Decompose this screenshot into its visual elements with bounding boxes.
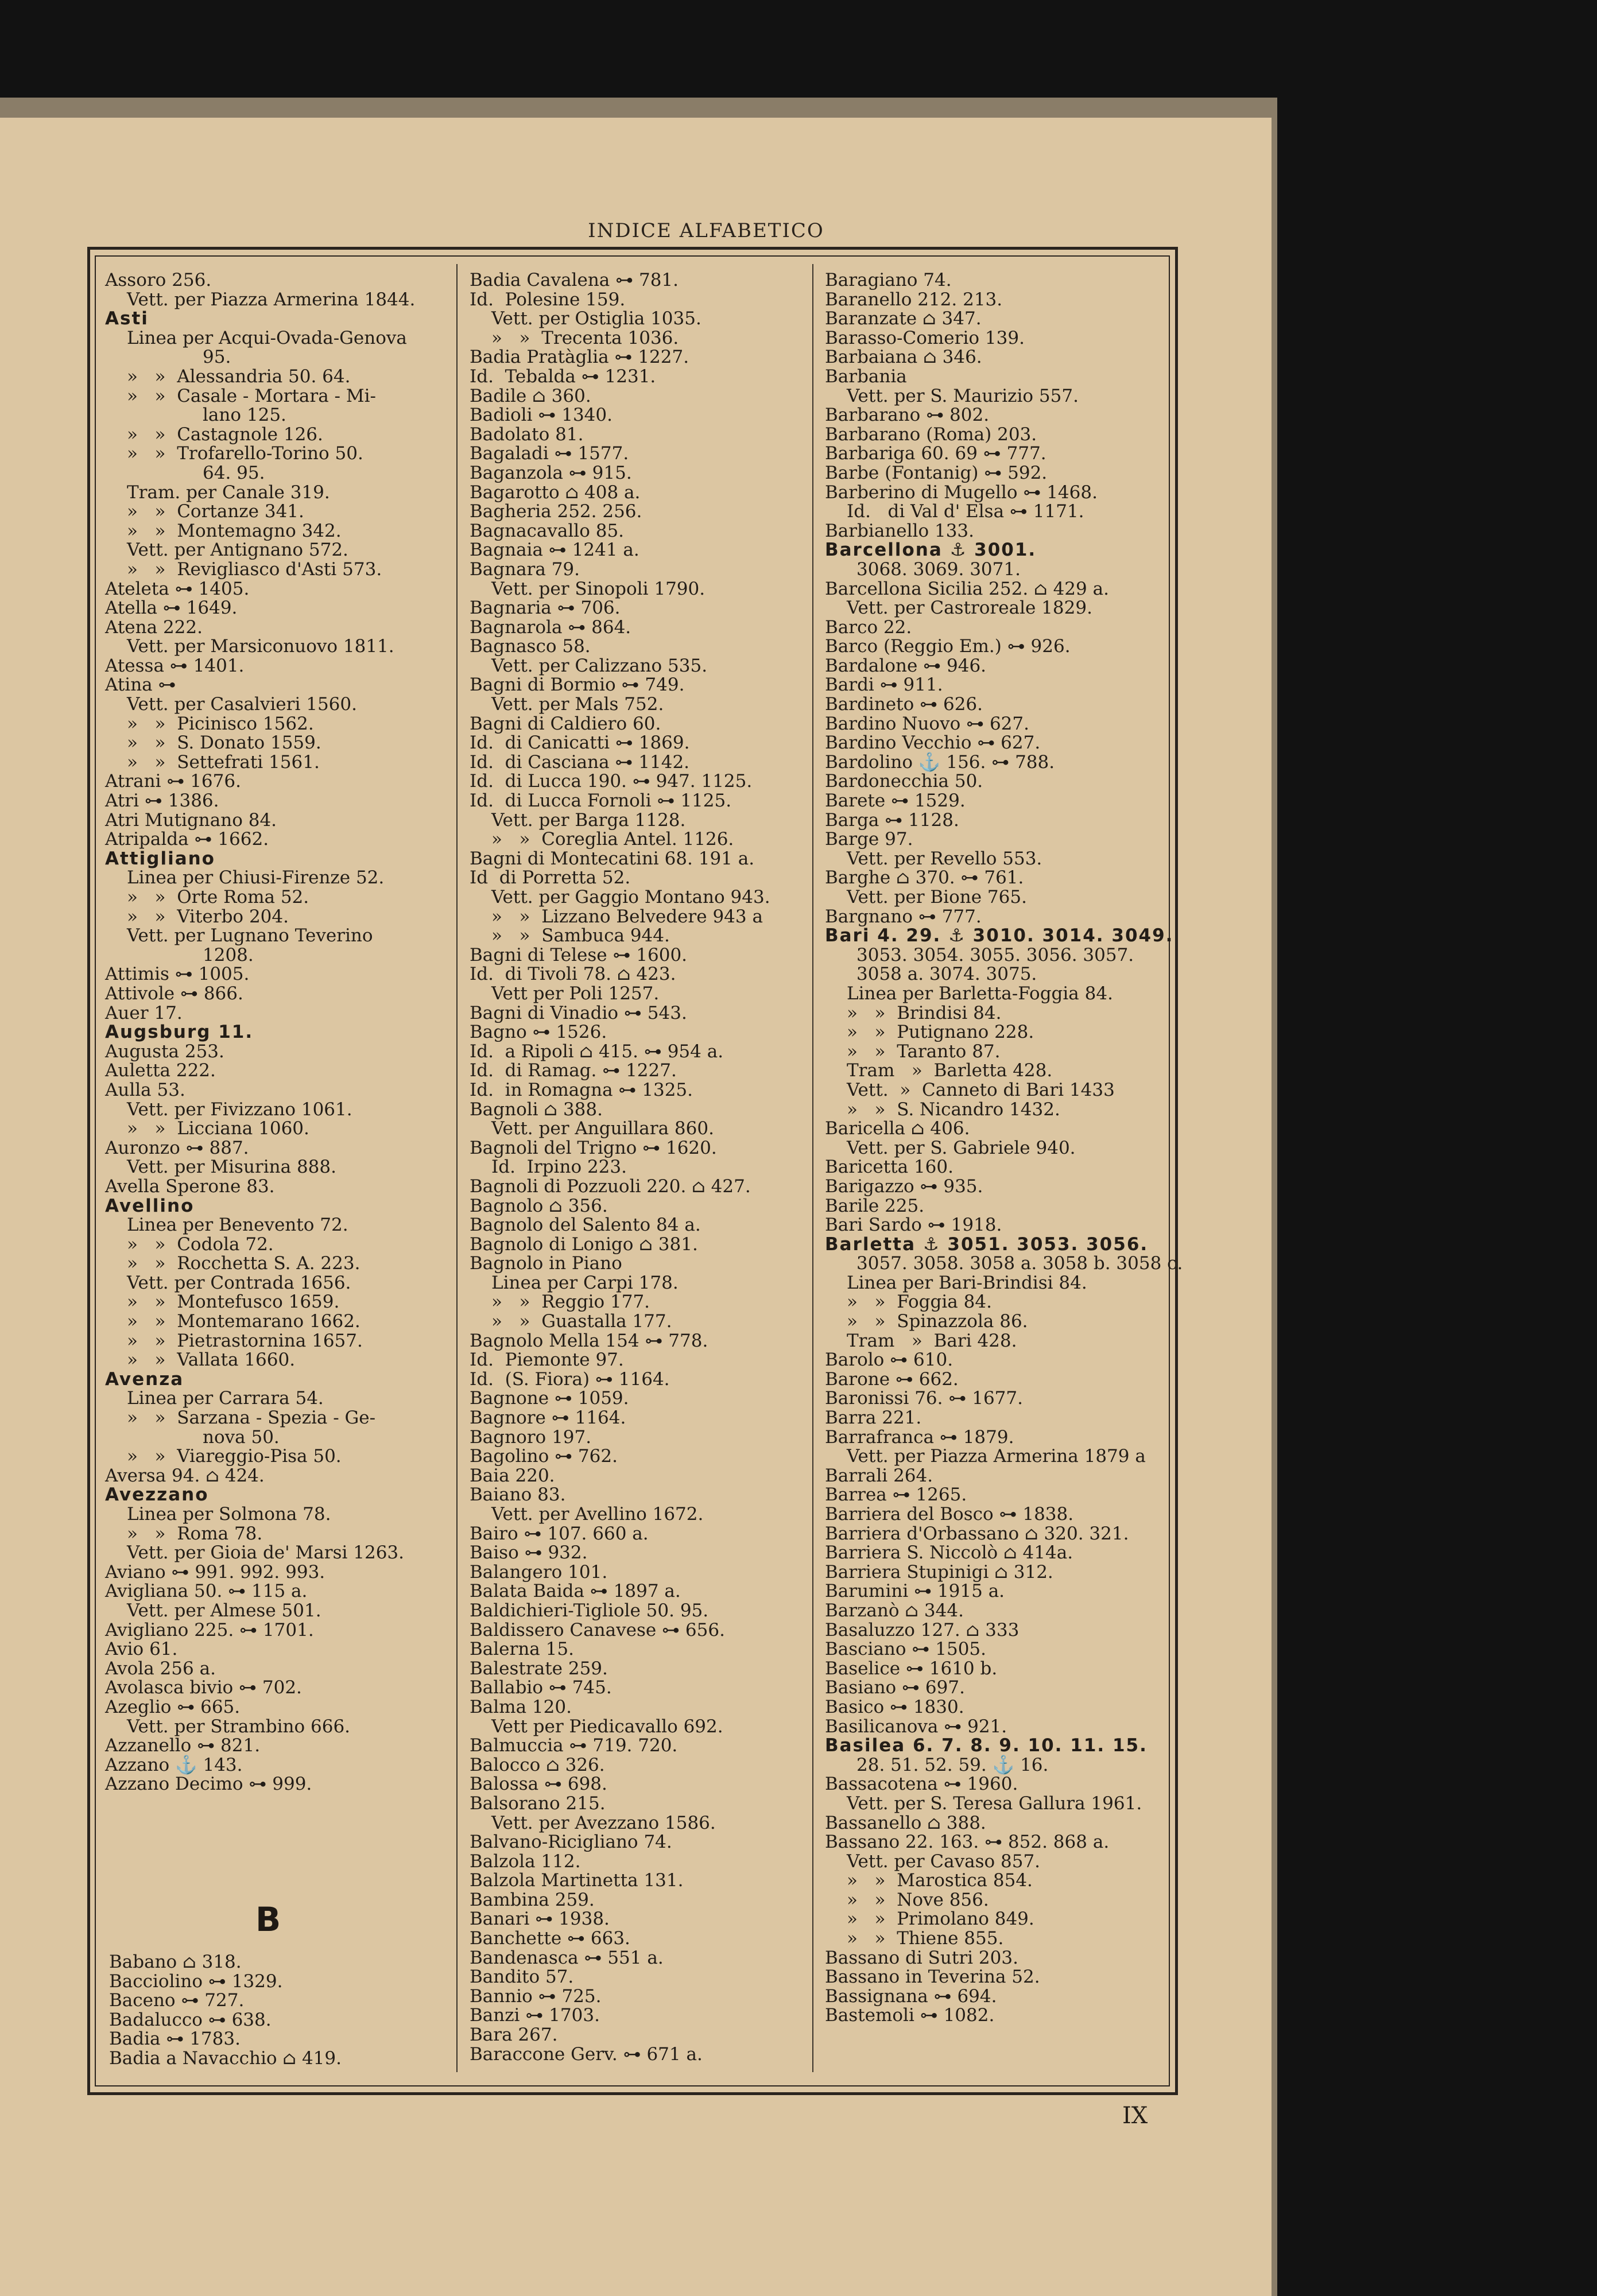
index-entry: » » Roma 78. xyxy=(127,1523,263,1544)
index-entry: Bagheria 252. 256. xyxy=(470,501,642,522)
index-entry: Banzi ⊶ 1703. xyxy=(470,2005,600,2026)
index-entry: » » Marostica 854. xyxy=(847,1870,1033,1891)
index-entry: Vett. per Marsiconuovo 1811. xyxy=(127,636,394,657)
index-entry: Balata Baida ⊶ 1897 a. xyxy=(470,1581,681,1602)
index-entry: Azzanello ⊶ 821. xyxy=(105,1735,261,1756)
index-entry: Bagno ⊶ 1526. xyxy=(470,1022,607,1043)
index-entry: Vett. per Almese 501. xyxy=(127,1600,321,1621)
index-entry: Vett. per Mals 752. xyxy=(491,694,664,715)
index-entry: Badolato 81. xyxy=(470,424,584,445)
index-entry: 64. 95. xyxy=(203,462,265,483)
index-entry: Bagnolo in Piano xyxy=(470,1253,622,1274)
index-entry: Balsorano 215. xyxy=(470,1793,606,1814)
column-divider xyxy=(456,264,458,2072)
index-entry: Id. di Val d' Elsa ⊶ 1171. xyxy=(847,501,1084,522)
index-entry: Bagni di Bormio ⊶ 749. xyxy=(470,674,685,696)
index-entry: Id. di Canicatti ⊶ 1869. xyxy=(470,732,690,754)
index-entry: Vett. per Contrada 1656. xyxy=(127,1272,351,1293)
column-divider xyxy=(812,264,813,2072)
index-entry: Bassanello ⌂ 388. xyxy=(825,1812,986,1833)
index-entry: Barriera S. Niccolò ⌂ 414a. xyxy=(825,1542,1073,1564)
index-entry: » » Picinisco 1562. xyxy=(127,713,314,734)
index-entry: Vett. per S. Teresa Gallura 1961. xyxy=(847,1793,1142,1814)
index-entry: Linea per Chiusi-Firenze 52. xyxy=(127,867,385,889)
index-entry: nova 50. xyxy=(203,1426,280,1448)
index-entry: Auer 17. xyxy=(105,1002,183,1023)
index-entry: Baricella ⌂ 406. xyxy=(825,1118,970,1139)
index-entry: Barolo ⊶ 610. xyxy=(825,1349,953,1371)
index-entry: Baia 220. xyxy=(470,1465,555,1486)
index-column-2 xyxy=(470,271,770,2064)
index-heading: Avenza xyxy=(105,1368,184,1390)
index-entry: Barile 225. xyxy=(825,1195,925,1216)
index-entry: Barbariga 60. 69 ⊶ 777. xyxy=(825,443,1046,464)
index-entry: Bagolino ⊶ 762. xyxy=(470,1446,618,1467)
index-entry: Vett. per Casalvieri 1560. xyxy=(127,694,357,715)
index-entry: Vett. per Sinopoli 1790. xyxy=(491,578,706,599)
index-entry: Bagnara 79. xyxy=(470,559,580,580)
index-entry: Azeglio ⊶ 665. xyxy=(105,1696,241,1717)
index-entry: Azzano Decimo ⊶ 999. xyxy=(105,1774,312,1795)
index-entry: Barge 97. xyxy=(825,829,913,850)
index-entry: » » Trecenta 1036. xyxy=(491,327,679,348)
index-entry: Bardi ⊶ 911. xyxy=(825,674,943,696)
index-entry: » » Reggio 177. xyxy=(491,1292,650,1313)
index-entry: Bagnarola ⊶ 864. xyxy=(470,616,631,638)
index-entry: Bagni di Vinadio ⊶ 543. xyxy=(470,1002,687,1023)
index-entry: Bardolino ⚓ 156. ⊶ 788. xyxy=(825,751,1055,773)
index-entry: Auronzo ⊶ 887. xyxy=(105,1137,249,1158)
index-entry: 3053. 3054. 3055. 3056. 3057. xyxy=(856,944,1134,965)
index-entry: Barete ⊶ 1529. xyxy=(825,790,966,812)
index-entry: Barga ⊶ 1128. xyxy=(825,809,959,831)
index-entry: Bagnolo Mella 154 ⊶ 778. xyxy=(470,1330,708,1351)
index-entry: Basico ⊶ 1830. xyxy=(825,1696,964,1717)
index-entry: Bara 267. xyxy=(470,2024,558,2046)
index-entry: Vett. per Calizzano 535. xyxy=(491,655,708,676)
index-entry: Linea per Acqui-Ovada-Genova xyxy=(127,327,407,348)
index-entry: Bardineto ⊶ 626. xyxy=(825,694,983,715)
index-entry: Bari Sardo ⊶ 1918. xyxy=(825,1215,1002,1236)
index-entry: Vett. per Lugnano Teverino xyxy=(127,925,373,947)
index-entry: Baraccone Gerv. ⊶ 671 a. xyxy=(470,2043,703,2065)
index-entry: Id. di Lucca Fornoli ⊶ 1125. xyxy=(470,790,732,812)
index-entry: » » Sambuca 944. xyxy=(491,925,670,947)
index-entry: Balangero 101. xyxy=(470,1561,608,1583)
index-entry: Id. in Romagna ⊶ 1325. xyxy=(470,1079,693,1100)
index-entry: Attimis ⊶ 1005. xyxy=(105,964,250,985)
page-number: IX xyxy=(1122,2103,1148,2129)
index-entry: Badia ⊶ 1783. xyxy=(109,2029,241,2050)
index-entry: Vett. » Canneto di Bari 1433 xyxy=(847,1079,1115,1100)
index-entry: » » Licciana 1060. xyxy=(127,1118,309,1139)
index-entry: Linea per Barletta-Foggia 84. xyxy=(847,983,1113,1004)
index-entry: Bastemoli ⊶ 1082. xyxy=(825,2005,995,2026)
index-entry: Atri ⊶ 1386. xyxy=(105,790,219,812)
index-heading: Barletta ⚓ 3051. 3053. 3056. xyxy=(825,1234,1149,1255)
index-entry: Badalucco ⊶ 638. xyxy=(109,2009,272,2030)
index-entry: Banchette ⊶ 663. xyxy=(470,1928,630,1949)
index-entry: Bacciolino ⊶ 1329. xyxy=(109,1971,283,1992)
index-entry: Barone ⊶ 662. xyxy=(825,1368,959,1390)
index-heading: Bari 4. 29. ⚓ 3010. 3014. 3049. xyxy=(825,925,1174,947)
index-entry: Baronissi 76. ⊶ 1677. xyxy=(825,1388,1023,1409)
index-entry: Baranello 212. 213. xyxy=(825,289,1003,310)
index-entry: Avolasca bivio ⊶ 702. xyxy=(105,1677,302,1698)
index-entry: Ballabio ⊶ 745. xyxy=(470,1677,612,1698)
index-entry: Baganzola ⊶ 915. xyxy=(470,462,632,483)
index-entry: Barriera Stupinigi ⌂ 312. xyxy=(825,1561,1053,1583)
index-entry: Barbarano (Roma) 203. xyxy=(825,424,1037,445)
index-entry: Balocco ⌂ 326. xyxy=(470,1754,605,1775)
index-entry: Balerna 15. xyxy=(470,1639,574,1660)
index-entry: » » Alessandria 50. 64. xyxy=(127,366,351,387)
index-entry: » » Primolano 849. xyxy=(847,1909,1034,1930)
index-entry: Bargnano ⊶ 777. xyxy=(825,906,982,927)
index-entry: Bairo ⊶ 107. 660 a. xyxy=(470,1523,649,1544)
index-entry: Badioli ⊶ 1340. xyxy=(470,405,613,426)
index-entry: Linea per Bari-Brindisi 84. xyxy=(847,1272,1087,1293)
index-column-3 xyxy=(825,271,1183,2026)
index-entry: Id. Tebalda ⊶ 1231. xyxy=(470,366,656,387)
index-entry: » » Pietrastornina 1657. xyxy=(127,1330,363,1351)
index-entry: Barrafranca ⊶ 1879. xyxy=(825,1426,1014,1448)
index-entry: Barrali 264. xyxy=(825,1465,933,1486)
index-entry: » » Castagnole 126. xyxy=(127,424,323,445)
index-entry: Id. di Casciana ⊶ 1142. xyxy=(470,751,690,773)
index-entry: Avigliana 50. ⊶ 115 a. xyxy=(105,1581,308,1602)
index-entry: Bassacotena ⊶ 1960. xyxy=(825,1774,1018,1795)
index-entry: Avio 61. xyxy=(105,1639,178,1660)
index-entry: » » Revigliasco d'Asti 573. xyxy=(127,559,382,580)
index-entry: Basciano ⊶ 1505. xyxy=(825,1639,987,1660)
index-entry: » » Rocchetta S. A. 223. xyxy=(127,1253,361,1274)
index-entry: Barbarano ⊶ 802. xyxy=(825,405,990,426)
index-entry: Atri Mutignano 84. xyxy=(105,809,277,831)
index-entry: Bandenasca ⊶ 551 a. xyxy=(470,1947,664,1968)
index-entry: » » S. Nicandro 1432. xyxy=(847,1099,1060,1120)
index-entry: Bardino Nuovo ⊶ 627. xyxy=(825,713,1029,734)
index-entry: Bagnoli ⌂ 388. xyxy=(470,1099,603,1120)
index-entry: 3068. 3069. 3071. xyxy=(856,559,1021,580)
index-entry: Vett. per Anguillara 860. xyxy=(491,1118,714,1139)
index-entry: Balzola 112. xyxy=(470,1851,581,1872)
index-entry: » » Putignano 228. xyxy=(847,1022,1034,1043)
index-entry: Vett. per S. Maurizio 557. xyxy=(847,385,1079,406)
index-entry: 3058 a. 3074. 3075. xyxy=(856,964,1037,985)
index-entry: 1208. xyxy=(203,944,254,965)
index-entry: Balvano-Ricigliano 74. xyxy=(470,1832,672,1853)
index-entry: Vett. per Barga 1128. xyxy=(491,809,686,831)
index-entry: » » Foggia 84. xyxy=(847,1292,992,1313)
index-entry: Bagnoli del Trigno ⊶ 1620. xyxy=(470,1137,717,1158)
index-entry: Barbianello 133. xyxy=(825,520,975,541)
index-entry: Baldichieri-Tigliole 50. 95. xyxy=(470,1600,709,1621)
index-entry: Bassano in Teverina 52. xyxy=(825,1967,1040,1988)
index-entry: Balma 120. xyxy=(470,1696,572,1717)
index-entry: » » Nove 856. xyxy=(847,1889,989,1910)
index-entry: 28. 51. 52. 59. ⚓ 16. xyxy=(856,1754,1049,1775)
index-entry: Babano ⌂ 318. xyxy=(109,1952,242,1972)
index-entry: » » Cortanze 341. xyxy=(127,501,304,522)
index-entry: Vett. per Avezzano 1586. xyxy=(491,1812,716,1833)
index-entry: Vett. per Fivizzano 1061. xyxy=(127,1099,352,1120)
index-entry: Baceno ⊶ 727. xyxy=(109,1990,245,2011)
index-entry: Vett. per Gaggio Montano 943. xyxy=(491,887,770,907)
index-entry: Bagnolo di Lonigo ⌂ 381. xyxy=(470,1234,698,1255)
index-entry: Bagnacavallo 85. xyxy=(470,520,625,541)
index-entry: Barbaiana ⌂ 346. xyxy=(825,347,982,368)
index-entry: Vett. per Avellino 1672. xyxy=(491,1504,704,1525)
index-entry: » » Montefusco 1659. xyxy=(127,1292,340,1313)
index-entry: Auletta 222. xyxy=(105,1060,216,1081)
index-heading: Basilea 6. 7. 8. 9. 10. 11. 15. xyxy=(825,1735,1148,1756)
index-entry: Barco 22. xyxy=(825,616,912,638)
index-entry: Bagnolo ⌂ 356. xyxy=(470,1195,608,1216)
index-entry: Barra 221. xyxy=(825,1407,922,1429)
index-entry: Vett. per Ostiglia 1035. xyxy=(491,308,701,329)
index-entry: Baranzate ⌂ 347. xyxy=(825,308,982,329)
index-column-1-b-section xyxy=(109,1953,342,2069)
index-entry: Id. di Lucca 190. ⊶ 947. 1125. xyxy=(470,771,753,792)
index-entry: Balossa ⊶ 698. xyxy=(470,1774,607,1795)
index-entry: Barumini ⊶ 1915 a. xyxy=(825,1581,1005,1602)
index-entry: Id. (S. Fiora) ⊶ 1164. xyxy=(470,1368,670,1390)
index-entry: Basaluzzo 127. ⌂ 333 xyxy=(825,1619,1020,1640)
index-entry: Baiso ⊶ 932. xyxy=(470,1542,588,1564)
index-entry: Bagni di Caldiero 60. xyxy=(470,713,661,734)
index-entry: Atrani ⊶ 1676. xyxy=(105,771,241,792)
index-entry: lano 125. xyxy=(203,405,286,426)
index-entry: » » Trofarello-Torino 50. xyxy=(127,443,363,464)
index-entry: Bagarotto ⌂ 408 a. xyxy=(470,482,641,503)
index-entry: Barcellona Sicilia 252. ⌂ 429 a. xyxy=(825,578,1109,599)
index-entry: Barbania xyxy=(825,366,907,387)
index-entry: » » Thiene 855. xyxy=(847,1928,1004,1949)
index-entry: Baselice ⊶ 1610 b. xyxy=(825,1658,998,1679)
index-entry: Balestrate 259. xyxy=(470,1658,608,1679)
index-entry: Id di Porretta 52. xyxy=(470,867,631,889)
index-entry: Avella Sperone 83. xyxy=(105,1176,275,1197)
index-entry: » » Guastalla 177. xyxy=(491,1311,672,1332)
index-entry: Atessa ⊶ 1401. xyxy=(105,655,245,676)
index-entry: Bagnaria ⊶ 706. xyxy=(470,598,621,619)
index-entry: Linea per Solmona 78. xyxy=(127,1504,331,1525)
index-entry: Vett. per Piazza Armerina 1879 a xyxy=(847,1446,1146,1467)
index-entry: Basilicanova ⊶ 921. xyxy=(825,1716,1007,1737)
index-entry: Badia Cavalena ⊶ 781. xyxy=(470,270,679,290)
index-entry: Vett. per Gioia de' Marsi 1263. xyxy=(127,1542,404,1564)
index-entry: 3057. 3058. 3058 a. 3058 b. 3058 c. xyxy=(856,1253,1183,1274)
index-entry: Tram. per Canale 319. xyxy=(127,482,330,503)
index-entry: Aversa 94. ⌂ 424. xyxy=(105,1465,265,1486)
index-heading: Augsburg 11. xyxy=(105,1022,254,1043)
index-entry: Linea per Carrara 54. xyxy=(127,1388,324,1409)
index-entry: Bagnasco 58. xyxy=(470,636,591,657)
index-entry: » » Casale - Mortara - Mi- xyxy=(127,385,377,406)
index-entry: Bassano 22. 163. ⊶ 852. 868 a. xyxy=(825,1832,1110,1853)
index-entry: Vett. per Cavaso 857. xyxy=(847,1851,1041,1872)
index-entry: Barigazzo ⊶ 935. xyxy=(825,1176,983,1197)
index-entry: Vett. per Bione 765. xyxy=(847,887,1027,907)
index-entry: » » S. Donato 1559. xyxy=(127,732,321,754)
index-entry: Id. di Tivoli 78. ⌂ 423. xyxy=(470,964,676,985)
index-entry: Avigliano 225. ⊶ 1701. xyxy=(105,1619,314,1640)
index-heading: Asti xyxy=(105,308,149,329)
index-entry: Bambina 259. xyxy=(470,1889,595,1910)
index-entry: » » Coreglia Antel. 1126. xyxy=(491,829,734,850)
index-entry: Vett. per S. Gabriele 940. xyxy=(847,1137,1076,1158)
index-entry: Bannio ⊶ 725. xyxy=(470,1985,602,2007)
index-entry: Barberino di Mugello ⊶ 1468. xyxy=(825,482,1098,503)
index-entry: Badile ⌂ 360. xyxy=(470,385,591,406)
index-entry: Azzano ⚓ 143. xyxy=(105,1754,243,1775)
index-entry: Balzola Martinetta 131. xyxy=(470,1870,684,1891)
index-entry: Baragiano 74. xyxy=(825,270,952,290)
index-entry: » » Brindisi 84. xyxy=(847,1002,1002,1023)
index-entry: Baricetta 160. xyxy=(825,1157,953,1178)
index-entry: Atina ⊶ xyxy=(105,674,176,696)
index-entry: Barriera del Bosco ⊶ 1838. xyxy=(825,1504,1074,1525)
index-entry: Atripalda ⊶ 1662. xyxy=(105,829,269,850)
index-entry: Vett. per Antignano 572. xyxy=(127,540,348,561)
index-entry: Vett. per Piazza Armerina 1844. xyxy=(127,289,416,310)
index-heading: Avezzano xyxy=(105,1484,209,1506)
index-entry: Tram » Bari 428. xyxy=(847,1330,1017,1351)
index-entry: » » Viareggio-Pisa 50. xyxy=(127,1446,342,1467)
index-entry: Linea per Carpi 178. xyxy=(491,1272,679,1293)
index-entry: Barco (Reggio Em.) ⊶ 926. xyxy=(825,636,1071,657)
index-entry: Bagnone ⊶ 1059. xyxy=(470,1388,629,1409)
index-entry: Vett. per Strambino 666. xyxy=(127,1716,351,1737)
index-entry: Bandito 57. xyxy=(470,1967,574,1988)
index-entry: Barghe ⌂ 370. ⊶ 761. xyxy=(825,867,1024,889)
index-entry: » » Sarzana - Spezia - Ge- xyxy=(127,1407,376,1429)
index-entry: Vett. per Misurina 888. xyxy=(127,1157,336,1178)
index-entry: Bagni di Telese ⊶ 1600. xyxy=(470,944,688,965)
index-entry: » » Lizzano Belvedere 943 a xyxy=(491,906,763,927)
index-entry: Bagnolo del Salento 84 a. xyxy=(470,1215,701,1236)
index-entry: » » Spinazzola 86. xyxy=(847,1311,1028,1332)
index-entry: Augusta 253. xyxy=(105,1041,224,1062)
index-column-1 xyxy=(105,271,415,1794)
index-entry: Barzanò ⌂ 344. xyxy=(825,1600,964,1621)
index-entry: Banari ⊶ 1938. xyxy=(470,1909,610,1930)
index-entry: Avola 256 a. xyxy=(105,1658,216,1679)
index-entry: Tram » Barletta 428. xyxy=(847,1060,1053,1081)
index-entry: Bagnoro 197. xyxy=(470,1426,592,1448)
index-entry: Aulla 53. xyxy=(105,1079,185,1100)
index-entry: Assoro 256. xyxy=(105,270,212,290)
index-entry: Bagni di Montecatini 68. 191 a. xyxy=(470,848,755,869)
index-entry: Balmuccia ⊶ 719. 720. xyxy=(470,1735,678,1756)
index-entry: Badia a Navacchio ⌂ 419. xyxy=(109,2047,342,2069)
index-entry: » » Montemagno 342. xyxy=(127,520,342,541)
index-heading: Barcellona ⚓ 3001. xyxy=(825,540,1037,561)
index-entry: Id. Polesine 159. xyxy=(470,289,626,310)
index-entry: Bagnore ⊶ 1164. xyxy=(470,1407,626,1429)
index-entry: Bagnaia ⊶ 1241 a. xyxy=(470,540,639,561)
index-entry: Id. Piemonte 97. xyxy=(470,1349,624,1371)
index-entry: Bardalone ⊶ 946. xyxy=(825,655,987,676)
index-heading: Attigliano xyxy=(105,848,215,869)
index-entry: » » Orte Roma 52. xyxy=(127,887,309,907)
index-entry: Atella ⊶ 1649. xyxy=(105,598,238,619)
index-entry: Barriera d'Orbassano ⌂ 320. 321. xyxy=(825,1523,1129,1544)
index-entry: Basiano ⊶ 697. xyxy=(825,1677,965,1698)
index-entry: Bagnoli di Pozzuoli 220. ⌂ 427. xyxy=(470,1176,751,1197)
index-entry: Bardonecchia 50. xyxy=(825,771,983,792)
index-entry: Badia Pratàglia ⊶ 1227. xyxy=(470,347,689,368)
index-entry: » » Viterbo 204. xyxy=(127,906,289,927)
index-entry: » » Vallata 1660. xyxy=(127,1349,296,1371)
index-entry: Id. Irpino 223. xyxy=(491,1157,627,1178)
index-entry: Vett per Piedicavallo 692. xyxy=(491,1716,723,1737)
index-entry: Barrea ⊶ 1265. xyxy=(825,1484,967,1506)
index-heading: Avellino xyxy=(105,1195,195,1216)
page-title: INDICE ALFABETICO xyxy=(588,219,824,242)
index-entry: Bagaladi ⊶ 1577. xyxy=(470,443,629,464)
index-entry: Baldissero Canavese ⊶ 656. xyxy=(470,1619,725,1640)
index-entry: Ateleta ⊶ 1405. xyxy=(105,578,250,599)
index-entry: » » Codola 72. xyxy=(127,1234,274,1255)
index-entry: Bassignana ⊶ 694. xyxy=(825,1985,997,2007)
index-entry: Attivole ⊶ 866. xyxy=(105,983,243,1004)
index-entry: Vett. per Castroreale 1829. xyxy=(847,598,1092,619)
index-entry: Vett. per Revello 553. xyxy=(847,848,1042,869)
index-entry: » » Montemarano 1662. xyxy=(127,1311,361,1332)
index-entry: Linea per Benevento 72. xyxy=(127,1215,348,1236)
index-entry: Barasso-Comerio 139. xyxy=(825,327,1025,348)
index-entry: Barbe (Fontanig) ⊶ 592. xyxy=(825,462,1048,483)
index-entry: Bassano di Sutri 203. xyxy=(825,1947,1018,1968)
index-entry: Id. a Ripoli ⌂ 415. ⊶ 954 a. xyxy=(470,1041,724,1062)
index-entry: » » Settefrati 1561. xyxy=(127,751,320,773)
index-entry: 95. xyxy=(203,347,231,368)
index-entry: Baiano 83. xyxy=(470,1484,566,1506)
index-entry: Bardino Vecchio ⊶ 627. xyxy=(825,732,1041,754)
index-entry: » » Taranto 87. xyxy=(847,1041,1001,1062)
index-entry: Id. di Ramag. ⊶ 1227. xyxy=(470,1060,677,1081)
section-letter: B xyxy=(255,1900,281,1939)
index-entry: Aviano ⊶ 991. 992. 993. xyxy=(105,1561,325,1583)
index-entry: Atena 222. xyxy=(105,616,203,638)
index-entry: Vett per Poli 1257. xyxy=(491,983,660,1004)
